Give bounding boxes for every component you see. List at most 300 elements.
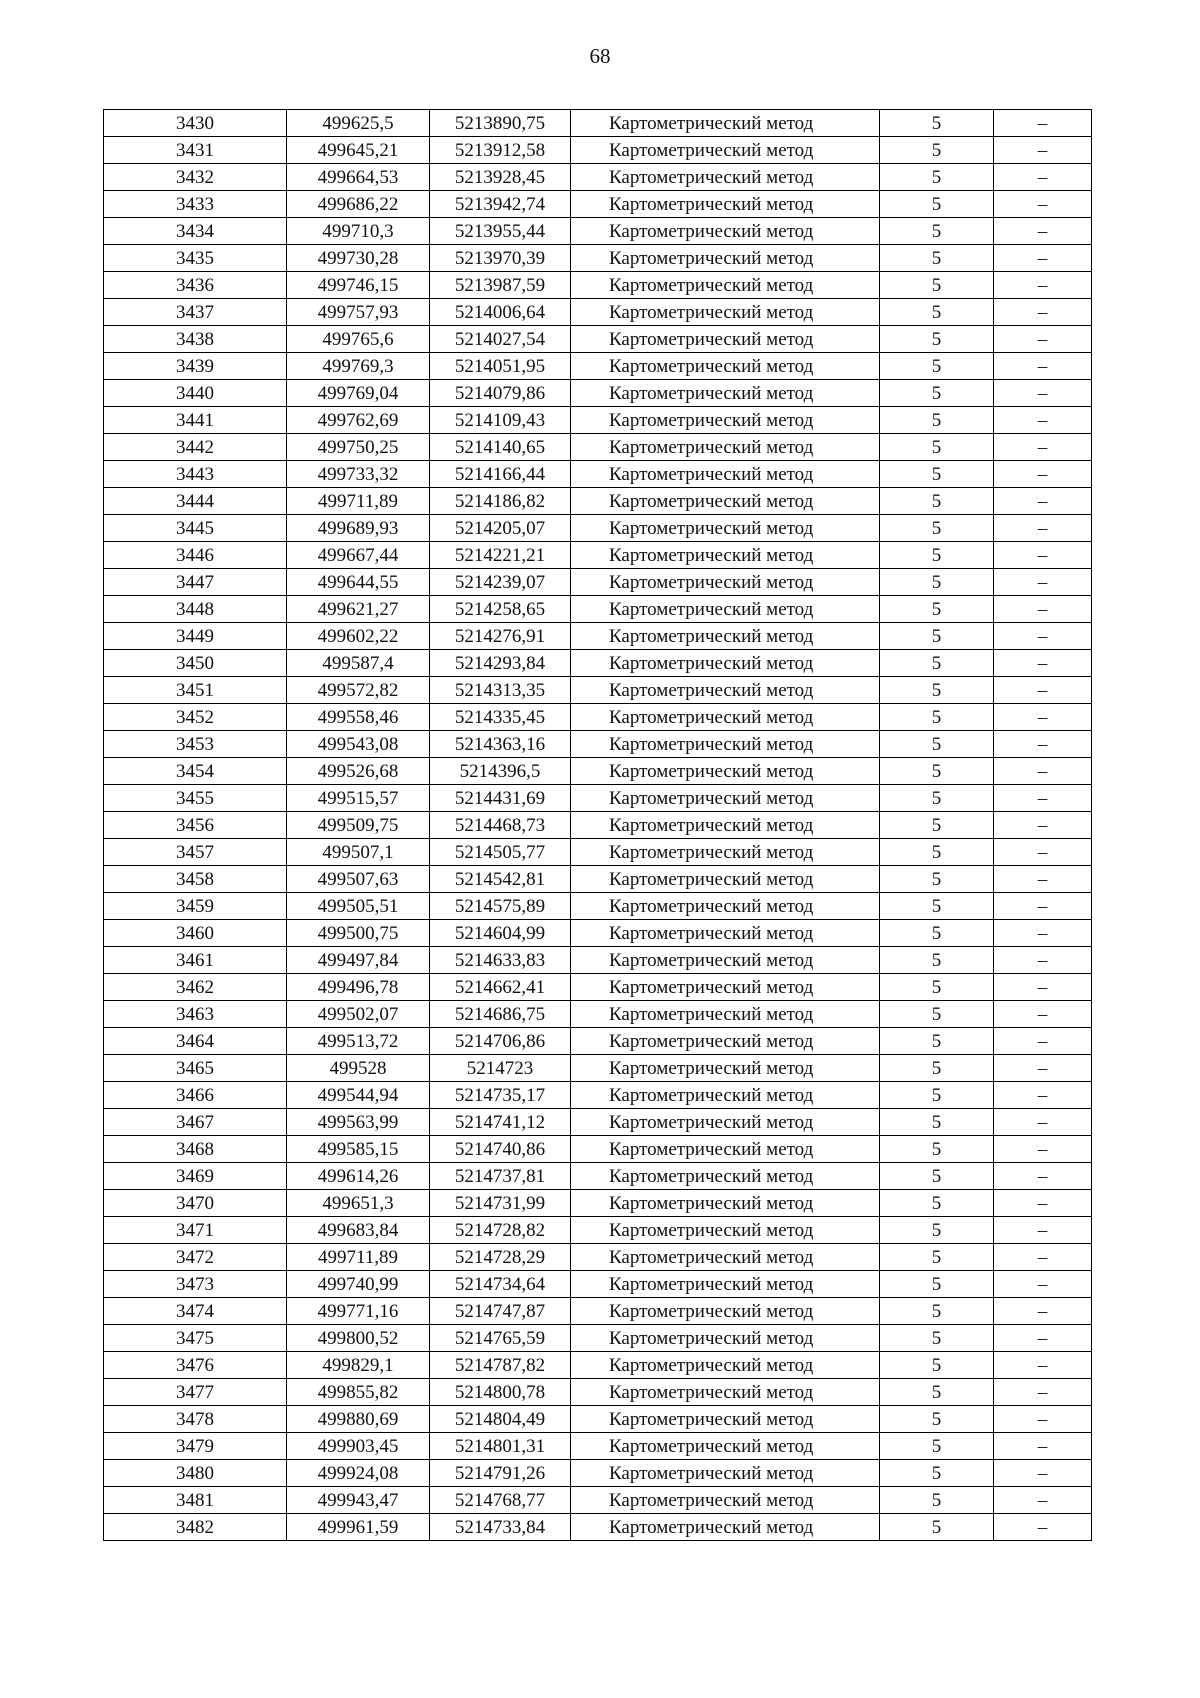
table-row bbox=[104, 1352, 1092, 1379]
y-coordinate-cell: 5214186,82 bbox=[430, 488, 571, 515]
table-row bbox=[104, 353, 1092, 380]
note-cell: – bbox=[994, 1298, 1092, 1325]
table-row bbox=[104, 569, 1092, 596]
accuracy-cell: 5 bbox=[880, 1406, 994, 1433]
point-number-cell: 3443 bbox=[104, 461, 287, 488]
x-coordinate-cell: 499602,22 bbox=[287, 623, 430, 650]
accuracy-cell: 5 bbox=[880, 164, 994, 191]
x-coordinate-cell: 499543,08 bbox=[287, 731, 430, 758]
note-cell: – bbox=[994, 1190, 1092, 1217]
note-cell: – bbox=[994, 650, 1092, 677]
point-number-cell: 3446 bbox=[104, 542, 287, 569]
y-coordinate-cell: 5213987,59 bbox=[430, 272, 571, 299]
accuracy-cell: 5 bbox=[880, 947, 994, 974]
page-number: 68 bbox=[589, 44, 611, 68]
method-cell: Картометрический метод bbox=[571, 839, 880, 866]
x-coordinate-cell: 499614,26 bbox=[287, 1163, 430, 1190]
method-cell: Картометрический метод bbox=[571, 434, 880, 461]
note-cell: – bbox=[994, 569, 1092, 596]
y-coordinate-cell: 5214006,64 bbox=[430, 299, 571, 326]
note-cell: – bbox=[994, 218, 1092, 245]
note-cell: – bbox=[994, 434, 1092, 461]
note-cell: – bbox=[994, 920, 1092, 947]
method-cell: Картометрический метод bbox=[571, 191, 880, 218]
note-cell: – bbox=[994, 1433, 1092, 1460]
note-cell: – bbox=[994, 1514, 1092, 1541]
x-coordinate-cell: 499667,44 bbox=[287, 542, 430, 569]
point-number-cell: 3473 bbox=[104, 1271, 287, 1298]
table-row bbox=[104, 1190, 1092, 1217]
y-coordinate-cell: 5214740,86 bbox=[430, 1136, 571, 1163]
x-coordinate-cell: 499645,21 bbox=[287, 137, 430, 164]
point-number-cell: 3456 bbox=[104, 812, 287, 839]
table-row bbox=[104, 812, 1092, 839]
accuracy-cell: 5 bbox=[880, 1082, 994, 1109]
table-row bbox=[104, 1055, 1092, 1082]
point-number-cell: 3472 bbox=[104, 1244, 287, 1271]
point-number-cell: 3482 bbox=[104, 1514, 287, 1541]
x-coordinate-cell: 499746,15 bbox=[287, 272, 430, 299]
x-coordinate-cell: 499757,93 bbox=[287, 299, 430, 326]
accuracy-cell: 5 bbox=[880, 1244, 994, 1271]
point-number-cell: 3475 bbox=[104, 1325, 287, 1352]
x-coordinate-cell: 499513,72 bbox=[287, 1028, 430, 1055]
x-coordinate-cell: 499711,89 bbox=[287, 1244, 430, 1271]
y-coordinate-cell: 5214801,31 bbox=[430, 1433, 571, 1460]
y-coordinate-cell: 5214735,17 bbox=[430, 1082, 571, 1109]
x-coordinate-cell: 499829,1 bbox=[287, 1352, 430, 1379]
note-cell: – bbox=[994, 380, 1092, 407]
note-cell: – bbox=[994, 704, 1092, 731]
y-coordinate-cell: 5213912,58 bbox=[430, 137, 571, 164]
accuracy-cell: 5 bbox=[880, 1433, 994, 1460]
method-cell: Картометрический метод bbox=[571, 1190, 880, 1217]
note-cell: – bbox=[994, 1217, 1092, 1244]
y-coordinate-cell: 5214542,81 bbox=[430, 866, 571, 893]
method-cell: Картометрический метод bbox=[571, 380, 880, 407]
y-coordinate-cell: 5214079,86 bbox=[430, 380, 571, 407]
method-cell: Картометрический метод bbox=[571, 1352, 880, 1379]
y-coordinate-cell: 5214051,95 bbox=[430, 353, 571, 380]
method-cell: Картометрический метод bbox=[571, 650, 880, 677]
method-cell: Картометрический метод bbox=[571, 1217, 880, 1244]
y-coordinate-cell: 5214313,35 bbox=[430, 677, 571, 704]
point-number-cell: 3438 bbox=[104, 326, 287, 353]
table-row bbox=[104, 380, 1092, 407]
table-row bbox=[104, 1433, 1092, 1460]
point-number-cell: 3451 bbox=[104, 677, 287, 704]
table-row bbox=[104, 731, 1092, 758]
note-cell: – bbox=[994, 326, 1092, 353]
accuracy-cell: 5 bbox=[880, 245, 994, 272]
table-row bbox=[104, 434, 1092, 461]
note-cell: – bbox=[994, 1460, 1092, 1487]
table-body bbox=[104, 110, 1092, 1541]
table-row bbox=[104, 947, 1092, 974]
method-cell: Картометрический метод bbox=[571, 1379, 880, 1406]
table-row bbox=[104, 1514, 1092, 1541]
method-cell: Картометрический метод bbox=[571, 299, 880, 326]
method-cell: Картометрический метод bbox=[571, 542, 880, 569]
x-coordinate-cell: 499507,1 bbox=[287, 839, 430, 866]
point-number-cell: 3455 bbox=[104, 785, 287, 812]
accuracy-cell: 5 bbox=[880, 1487, 994, 1514]
y-coordinate-cell: 5214468,73 bbox=[430, 812, 571, 839]
y-coordinate-cell: 5214221,21 bbox=[430, 542, 571, 569]
x-coordinate-cell: 499730,28 bbox=[287, 245, 430, 272]
method-cell: Картометрический метод bbox=[571, 623, 880, 650]
accuracy-cell: 5 bbox=[880, 191, 994, 218]
note-cell: – bbox=[994, 1055, 1092, 1082]
table-row bbox=[104, 704, 1092, 731]
table-row bbox=[104, 1298, 1092, 1325]
accuracy-cell: 5 bbox=[880, 866, 994, 893]
accuracy-cell: 5 bbox=[880, 596, 994, 623]
method-cell: Картометрический метод bbox=[571, 1460, 880, 1487]
point-number-cell: 3431 bbox=[104, 137, 287, 164]
method-cell: Картометрический метод bbox=[571, 920, 880, 947]
accuracy-cell: 5 bbox=[880, 1028, 994, 1055]
note-cell: – bbox=[994, 164, 1092, 191]
y-coordinate-cell: 5214293,84 bbox=[430, 650, 571, 677]
point-number-cell: 3459 bbox=[104, 893, 287, 920]
x-coordinate-cell: 499771,16 bbox=[287, 1298, 430, 1325]
y-coordinate-cell: 5213970,39 bbox=[430, 245, 571, 272]
table-row bbox=[104, 1244, 1092, 1271]
y-coordinate-cell: 5214396,5 bbox=[430, 758, 571, 785]
note-cell: – bbox=[994, 245, 1092, 272]
coordinates-table bbox=[103, 109, 1092, 1541]
point-number-cell: 3450 bbox=[104, 650, 287, 677]
y-coordinate-cell: 5214768,77 bbox=[430, 1487, 571, 1514]
table-row bbox=[104, 866, 1092, 893]
table-row bbox=[104, 1028, 1092, 1055]
note-cell: – bbox=[994, 1406, 1092, 1433]
y-coordinate-cell: 5213928,45 bbox=[430, 164, 571, 191]
table-row bbox=[104, 191, 1092, 218]
point-number-cell: 3441 bbox=[104, 407, 287, 434]
point-number-cell: 3481 bbox=[104, 1487, 287, 1514]
table-row bbox=[104, 650, 1092, 677]
y-coordinate-cell: 5214737,81 bbox=[430, 1163, 571, 1190]
y-coordinate-cell: 5214686,75 bbox=[430, 1001, 571, 1028]
table-row bbox=[104, 1406, 1092, 1433]
y-coordinate-cell: 5214728,29 bbox=[430, 1244, 571, 1271]
accuracy-cell: 5 bbox=[880, 677, 994, 704]
accuracy-cell: 5 bbox=[880, 1055, 994, 1082]
table-row bbox=[104, 596, 1092, 623]
table-row bbox=[104, 1379, 1092, 1406]
y-coordinate-cell: 5214733,84 bbox=[430, 1514, 571, 1541]
method-cell: Картометрический метод bbox=[571, 488, 880, 515]
accuracy-cell: 5 bbox=[880, 623, 994, 650]
note-cell: – bbox=[994, 110, 1092, 137]
table-row bbox=[104, 839, 1092, 866]
method-cell: Картометрический метод bbox=[571, 1082, 880, 1109]
point-number-cell: 3430 bbox=[104, 110, 287, 137]
y-coordinate-cell: 5214604,99 bbox=[430, 920, 571, 947]
x-coordinate-cell: 499683,84 bbox=[287, 1217, 430, 1244]
table-row bbox=[104, 1136, 1092, 1163]
table-row bbox=[104, 515, 1092, 542]
x-coordinate-cell: 499903,45 bbox=[287, 1433, 430, 1460]
note-cell: – bbox=[994, 1487, 1092, 1514]
x-coordinate-cell: 499502,07 bbox=[287, 1001, 430, 1028]
y-coordinate-cell: 5214791,26 bbox=[430, 1460, 571, 1487]
x-coordinate-cell: 499496,78 bbox=[287, 974, 430, 1001]
note-cell: – bbox=[994, 1352, 1092, 1379]
y-coordinate-cell: 5214633,83 bbox=[430, 947, 571, 974]
method-cell: Картометрический метод bbox=[571, 812, 880, 839]
x-coordinate-cell: 499740,99 bbox=[287, 1271, 430, 1298]
note-cell: – bbox=[994, 677, 1092, 704]
note-cell: – bbox=[994, 1244, 1092, 1271]
accuracy-cell: 5 bbox=[880, 1460, 994, 1487]
table-row bbox=[104, 974, 1092, 1001]
table-row bbox=[104, 1325, 1092, 1352]
table-row bbox=[104, 407, 1092, 434]
point-number-cell: 3458 bbox=[104, 866, 287, 893]
accuracy-cell: 5 bbox=[880, 299, 994, 326]
accuracy-cell: 5 bbox=[880, 353, 994, 380]
note-cell: – bbox=[994, 353, 1092, 380]
y-coordinate-cell: 5214109,43 bbox=[430, 407, 571, 434]
x-coordinate-cell: 499526,68 bbox=[287, 758, 430, 785]
accuracy-cell: 5 bbox=[880, 731, 994, 758]
accuracy-cell: 5 bbox=[880, 272, 994, 299]
point-number-cell: 3445 bbox=[104, 515, 287, 542]
x-coordinate-cell: 499800,52 bbox=[287, 1325, 430, 1352]
method-cell: Картометрический метод bbox=[571, 353, 880, 380]
point-number-cell: 3477 bbox=[104, 1379, 287, 1406]
point-number-cell: 3452 bbox=[104, 704, 287, 731]
table-row bbox=[104, 137, 1092, 164]
accuracy-cell: 5 bbox=[880, 1163, 994, 1190]
accuracy-cell: 5 bbox=[880, 1217, 994, 1244]
accuracy-cell: 5 bbox=[880, 1109, 994, 1136]
note-cell: – bbox=[994, 191, 1092, 218]
table-row bbox=[104, 245, 1092, 272]
accuracy-cell: 5 bbox=[880, 974, 994, 1001]
point-number-cell: 3479 bbox=[104, 1433, 287, 1460]
x-coordinate-cell: 499625,5 bbox=[287, 110, 430, 137]
y-coordinate-cell: 5214431,69 bbox=[430, 785, 571, 812]
table-row bbox=[104, 1271, 1092, 1298]
table-row bbox=[104, 1163, 1092, 1190]
accuracy-cell: 5 bbox=[880, 569, 994, 596]
y-coordinate-cell: 5214804,49 bbox=[430, 1406, 571, 1433]
note-cell: – bbox=[994, 299, 1092, 326]
table-row bbox=[104, 893, 1092, 920]
point-number-cell: 3434 bbox=[104, 218, 287, 245]
accuracy-cell: 5 bbox=[880, 380, 994, 407]
point-number-cell: 3474 bbox=[104, 1298, 287, 1325]
table-row bbox=[104, 785, 1092, 812]
method-cell: Картометрический метод bbox=[571, 1325, 880, 1352]
note-cell: – bbox=[994, 1136, 1092, 1163]
accuracy-cell: 5 bbox=[880, 542, 994, 569]
accuracy-cell: 5 bbox=[880, 1325, 994, 1352]
method-cell: Картометрический метод bbox=[571, 272, 880, 299]
x-coordinate-cell: 499507,63 bbox=[287, 866, 430, 893]
x-coordinate-cell: 499750,25 bbox=[287, 434, 430, 461]
method-cell: Картометрический метод bbox=[571, 1433, 880, 1460]
x-coordinate-cell: 499505,51 bbox=[287, 893, 430, 920]
method-cell: Картометрический метод bbox=[571, 1406, 880, 1433]
x-coordinate-cell: 499769,04 bbox=[287, 380, 430, 407]
note-cell: – bbox=[994, 1028, 1092, 1055]
table-row bbox=[104, 218, 1092, 245]
method-cell: Картометрический метод bbox=[571, 137, 880, 164]
x-coordinate-cell: 499664,53 bbox=[287, 164, 430, 191]
table-row bbox=[104, 299, 1092, 326]
note-cell: – bbox=[994, 1082, 1092, 1109]
note-cell: – bbox=[994, 1001, 1092, 1028]
note-cell: – bbox=[994, 1163, 1092, 1190]
method-cell: Картометрический метод bbox=[571, 461, 880, 488]
method-cell: Картометрический метод bbox=[571, 1109, 880, 1136]
x-coordinate-cell: 499855,82 bbox=[287, 1379, 430, 1406]
note-cell: – bbox=[994, 542, 1092, 569]
point-number-cell: 3463 bbox=[104, 1001, 287, 1028]
method-cell: Картометрический метод bbox=[571, 1298, 880, 1325]
note-cell: – bbox=[994, 839, 1092, 866]
x-coordinate-cell: 499572,82 bbox=[287, 677, 430, 704]
accuracy-cell: 5 bbox=[880, 1190, 994, 1217]
accuracy-cell: 5 bbox=[880, 812, 994, 839]
y-coordinate-cell: 5214505,77 bbox=[430, 839, 571, 866]
y-coordinate-cell: 5214205,07 bbox=[430, 515, 571, 542]
point-number-cell: 3442 bbox=[104, 434, 287, 461]
y-coordinate-cell: 5213942,74 bbox=[430, 191, 571, 218]
x-coordinate-cell: 499644,55 bbox=[287, 569, 430, 596]
method-cell: Картометрический метод bbox=[571, 326, 880, 353]
point-number-cell: 3437 bbox=[104, 299, 287, 326]
method-cell: Картометрический метод bbox=[571, 407, 880, 434]
method-cell: Картометрический метод bbox=[571, 1028, 880, 1055]
accuracy-cell: 5 bbox=[880, 1514, 994, 1541]
note-cell: – bbox=[994, 866, 1092, 893]
y-coordinate-cell: 5214787,82 bbox=[430, 1352, 571, 1379]
note-cell: – bbox=[994, 596, 1092, 623]
method-cell: Картометрический метод bbox=[571, 893, 880, 920]
accuracy-cell: 5 bbox=[880, 488, 994, 515]
x-coordinate-cell: 499651,3 bbox=[287, 1190, 430, 1217]
accuracy-cell: 5 bbox=[880, 1379, 994, 1406]
x-coordinate-cell: 499585,15 bbox=[287, 1136, 430, 1163]
point-number-cell: 3478 bbox=[104, 1406, 287, 1433]
accuracy-cell: 5 bbox=[880, 839, 994, 866]
y-coordinate-cell: 5214140,65 bbox=[430, 434, 571, 461]
method-cell: Картометрический метод bbox=[571, 515, 880, 542]
point-number-cell: 3465 bbox=[104, 1055, 287, 1082]
method-cell: Картометрический метод bbox=[571, 1271, 880, 1298]
accuracy-cell: 5 bbox=[880, 758, 994, 785]
x-coordinate-cell: 499544,94 bbox=[287, 1082, 430, 1109]
point-number-cell: 3436 bbox=[104, 272, 287, 299]
point-number-cell: 3467 bbox=[104, 1109, 287, 1136]
point-number-cell: 3435 bbox=[104, 245, 287, 272]
note-cell: – bbox=[994, 731, 1092, 758]
table-row bbox=[104, 677, 1092, 704]
point-number-cell: 3476 bbox=[104, 1352, 287, 1379]
table-row bbox=[104, 326, 1092, 353]
accuracy-cell: 5 bbox=[880, 407, 994, 434]
table-row bbox=[104, 110, 1092, 137]
x-coordinate-cell: 499943,47 bbox=[287, 1487, 430, 1514]
x-coordinate-cell: 499528 bbox=[287, 1055, 430, 1082]
point-number-cell: 3471 bbox=[104, 1217, 287, 1244]
point-number-cell: 3460 bbox=[104, 920, 287, 947]
y-coordinate-cell: 5214239,07 bbox=[430, 569, 571, 596]
y-coordinate-cell: 5213955,44 bbox=[430, 218, 571, 245]
method-cell: Картометрический метод bbox=[571, 1163, 880, 1190]
note-cell: – bbox=[994, 1271, 1092, 1298]
accuracy-cell: 5 bbox=[880, 650, 994, 677]
accuracy-cell: 5 bbox=[880, 1136, 994, 1163]
accuracy-cell: 5 bbox=[880, 1271, 994, 1298]
method-cell: Картометрический метод bbox=[571, 218, 880, 245]
point-number-cell: 3439 bbox=[104, 353, 287, 380]
method-cell: Картометрический метод bbox=[571, 569, 880, 596]
method-cell: Картометрический метод bbox=[571, 785, 880, 812]
x-coordinate-cell: 499689,93 bbox=[287, 515, 430, 542]
accuracy-cell: 5 bbox=[880, 1352, 994, 1379]
x-coordinate-cell: 499961,59 bbox=[287, 1514, 430, 1541]
table-row bbox=[104, 1487, 1092, 1514]
table-row bbox=[104, 1001, 1092, 1028]
note-cell: – bbox=[994, 461, 1092, 488]
y-coordinate-cell: 5214728,82 bbox=[430, 1217, 571, 1244]
x-coordinate-cell: 499558,46 bbox=[287, 704, 430, 731]
accuracy-cell: 5 bbox=[880, 326, 994, 353]
table-row bbox=[104, 920, 1092, 947]
note-cell: – bbox=[994, 272, 1092, 299]
accuracy-cell: 5 bbox=[880, 110, 994, 137]
point-number-cell: 3469 bbox=[104, 1163, 287, 1190]
note-cell: – bbox=[994, 1109, 1092, 1136]
point-number-cell: 3470 bbox=[104, 1190, 287, 1217]
method-cell: Картометрический метод bbox=[571, 947, 880, 974]
x-coordinate-cell: 499711,89 bbox=[287, 488, 430, 515]
accuracy-cell: 5 bbox=[880, 434, 994, 461]
method-cell: Картометрический метод bbox=[571, 731, 880, 758]
accuracy-cell: 5 bbox=[880, 704, 994, 731]
point-number-cell: 3440 bbox=[104, 380, 287, 407]
point-number-cell: 3449 bbox=[104, 623, 287, 650]
x-coordinate-cell: 499500,75 bbox=[287, 920, 430, 947]
x-coordinate-cell: 499509,75 bbox=[287, 812, 430, 839]
y-coordinate-cell: 5214258,65 bbox=[430, 596, 571, 623]
y-coordinate-cell: 5214363,16 bbox=[430, 731, 571, 758]
accuracy-cell: 5 bbox=[880, 515, 994, 542]
note-cell: – bbox=[994, 974, 1092, 1001]
x-coordinate-cell: 499769,3 bbox=[287, 353, 430, 380]
accuracy-cell: 5 bbox=[880, 785, 994, 812]
x-coordinate-cell: 499924,08 bbox=[287, 1460, 430, 1487]
point-number-cell: 3457 bbox=[104, 839, 287, 866]
y-coordinate-cell: 5214027,54 bbox=[430, 326, 571, 353]
point-number-cell: 3453 bbox=[104, 731, 287, 758]
x-coordinate-cell: 499497,84 bbox=[287, 947, 430, 974]
note-cell: – bbox=[994, 893, 1092, 920]
method-cell: Картометрический метод bbox=[571, 704, 880, 731]
y-coordinate-cell: 5214575,89 bbox=[430, 893, 571, 920]
note-cell: – bbox=[994, 623, 1092, 650]
method-cell: Картометрический метод bbox=[571, 758, 880, 785]
y-coordinate-cell: 5214335,45 bbox=[430, 704, 571, 731]
table-row bbox=[104, 488, 1092, 515]
